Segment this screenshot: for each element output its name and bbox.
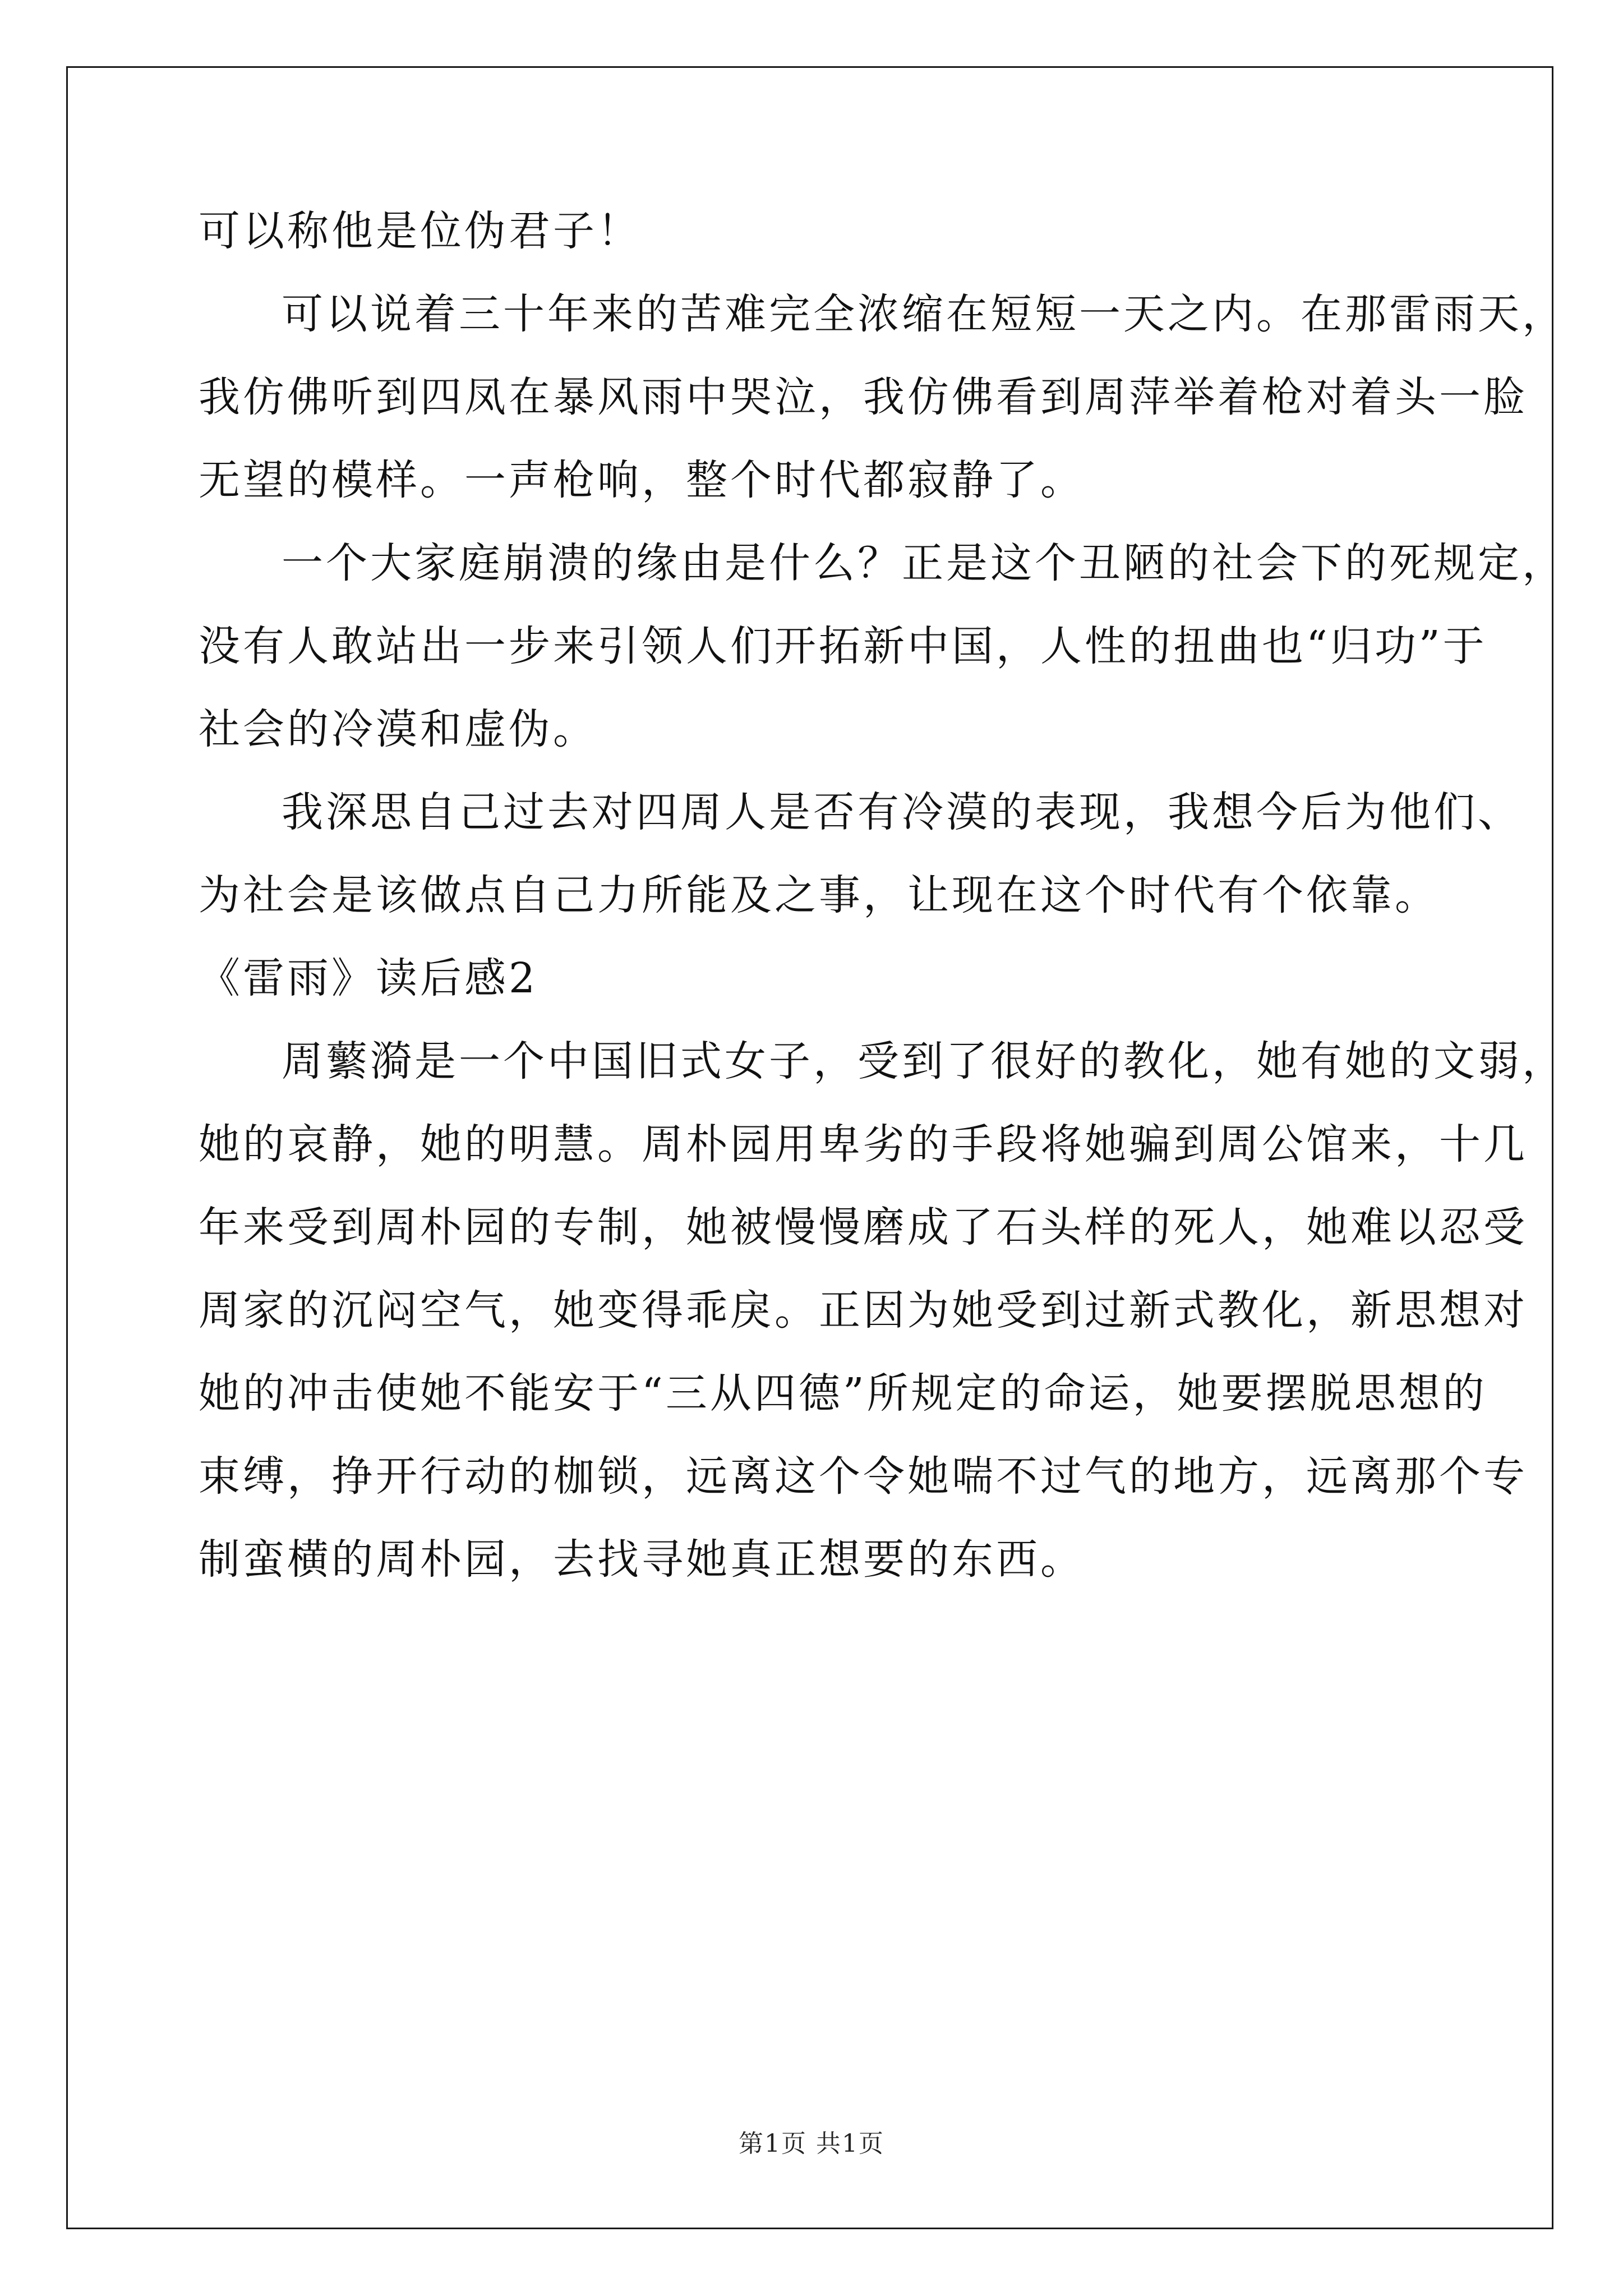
text-line: 为社会是该做点自己力所能及之事，让现在这个时代有个依靠。	[199, 871, 1439, 919]
text-line: 我深思自己过去对四周人是否有冷漠的表现，我想今后为他们、	[282, 788, 1522, 836]
page-footer: 第1页 共1页	[739, 2129, 884, 2158]
text-line: 周蘩漪是一个中国旧式女子，受到了很好的教化，她有她的文弱，	[282, 1037, 1566, 1085]
section-heading: 《雷雨》读后感2	[199, 954, 538, 1002]
text-line: 可以说着三十年来的苦难完全浓缩在短短一天之内。在那雷雨天，	[282, 290, 1566, 338]
text-line: 制蛮横的周朴园，去找寻她真正想要的东西。	[199, 1535, 1085, 1584]
text-line: 可以称他是位伪君子！	[199, 207, 642, 255]
text-line: 周家的沉闷空气，她变得乖戾。正因为她受到过新式教化，新思想对	[199, 1286, 1528, 1335]
text-line: 一个大家庭崩溃的缘由是什么？正是这个丑陋的社会下的死规定，	[282, 539, 1566, 587]
text-line: 年来受到周朴园的专制，她被慢慢磨成了石头样的死人，她难以忍受	[199, 1203, 1528, 1251]
text-line: 她的冲击使她不能安于“三从四德”所规定的命运，她要摆脱思想的	[199, 1369, 1487, 1418]
text-line: 没有人敢站出一步来引领人们开拓新中国，人性的扭曲也“归功”于	[199, 622, 1487, 670]
text-line: 她的哀静，她的明慧。周朴园用卑劣的手段将她骗到周公馆来，十几	[199, 1120, 1528, 1168]
text-line: 我仿佛听到四凤在暴风雨中哭泣，我仿佛看到周萍举着枪对着头一脸	[199, 373, 1528, 421]
text-line: 社会的冷漠和虚伪。	[199, 705, 597, 753]
text-line: 无望的模样。一声枪响，整个时代都寂静了。	[199, 456, 1085, 504]
text-line: 束缚，挣开行动的枷锁，远离这个令她喘不过气的地方，远离那个专	[199, 1452, 1528, 1501]
